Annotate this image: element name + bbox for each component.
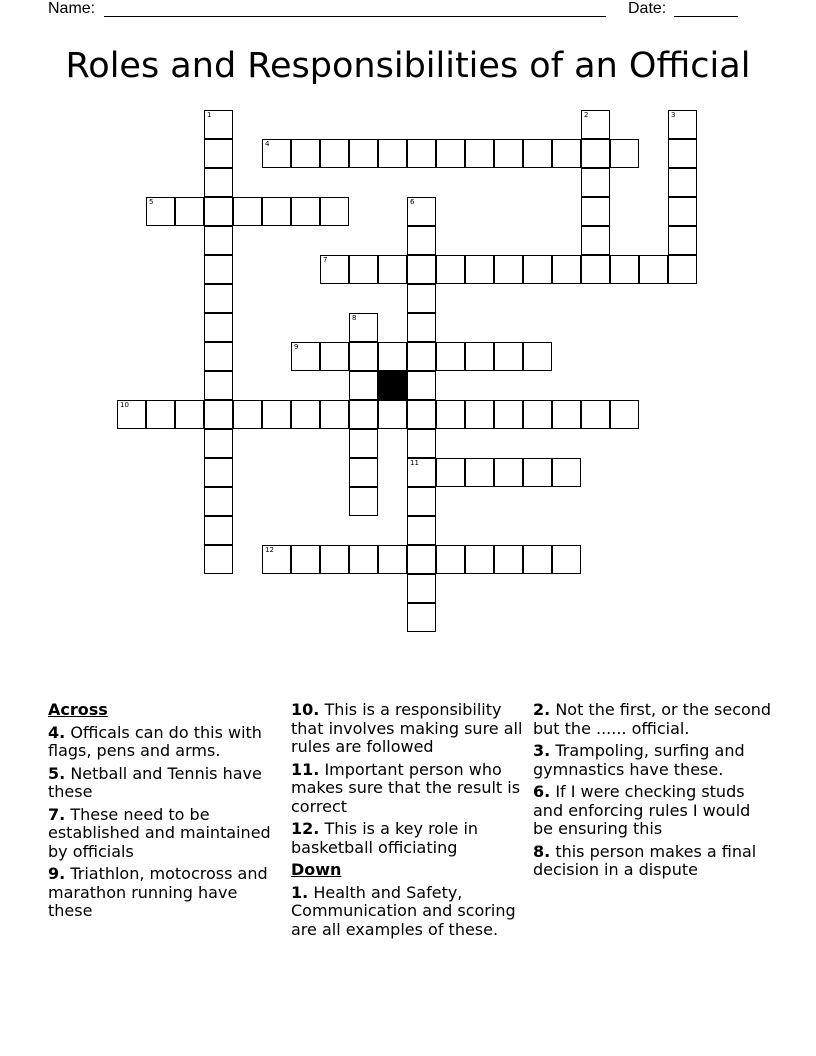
crossword-cell[interactable] <box>204 110 233 139</box>
clue-number: 3. <box>533 741 551 760</box>
clue-number: 7. <box>48 804 66 824</box>
crossword-cell[interactable] <box>668 139 697 168</box>
cell-number: 10 <box>120 401 129 409</box>
date-label: Date: <box>628 0 667 17</box>
crossword-cell[interactable] <box>552 255 581 284</box>
crossword-cell[interactable] <box>407 516 436 545</box>
clue-number: 11. <box>291 759 320 779</box>
clue-text: Health and Safety, Communication and scoring are all examples of these. <box>291 882 516 939</box>
crossword-cell[interactable] <box>494 139 523 168</box>
crossword-cell[interactable] <box>233 197 262 226</box>
crossword-cell[interactable] <box>349 313 378 342</box>
crossword-cell[interactable] <box>407 429 436 458</box>
crossword-cell[interactable] <box>262 545 291 574</box>
crossword-cell[interactable] <box>436 342 465 371</box>
crossword-cell[interactable] <box>407 342 436 371</box>
cell-number: 3 <box>671 111 676 119</box>
cell-number: 12 <box>265 546 274 554</box>
clue-down-2 <box>533 701 773 738</box>
crossword-cell[interactable] <box>349 487 378 516</box>
clue-text: These need to be established and maintained by officials <box>48 804 271 861</box>
crossword-cell[interactable] <box>436 400 465 429</box>
crossword-cell[interactable] <box>407 139 436 168</box>
clue-across-9 <box>48 865 280 921</box>
crossword-cell[interactable] <box>291 342 320 371</box>
crossword-cell[interactable] <box>668 255 697 284</box>
crossword-cell[interactable] <box>407 487 436 516</box>
clue-across-12 <box>291 820 527 857</box>
crossword-cell[interactable] <box>494 545 523 574</box>
crossword-cell[interactable] <box>552 458 581 487</box>
cell-number: 9 <box>294 343 299 351</box>
crossword-cell[interactable] <box>204 458 233 487</box>
crossword-cell[interactable] <box>407 400 436 429</box>
clue-number: 8. <box>533 841 551 861</box>
crossword-cell[interactable] <box>349 255 378 284</box>
clue-text: this person makes a final decision in a dispute <box>533 841 757 879</box>
crossword-cell[interactable] <box>581 255 610 284</box>
crossword-cell[interactable] <box>436 255 465 284</box>
crossword-cell[interactable] <box>349 429 378 458</box>
crossword-cell[interactable] <box>465 342 494 371</box>
crossword-cell[interactable] <box>378 545 407 574</box>
crossword-cell[interactable] <box>320 545 349 574</box>
crossword-cell[interactable] <box>494 458 523 487</box>
crossword-cell[interactable] <box>262 139 291 168</box>
crossword-cell[interactable] <box>407 371 436 400</box>
crossword-cell[interactable] <box>204 400 233 429</box>
clue-across-7 <box>48 806 280 862</box>
crossword-cell[interactable] <box>204 139 233 168</box>
crossword-cell[interactable] <box>320 197 349 226</box>
clue-down-8 <box>533 843 773 880</box>
crossword-cell[interactable] <box>465 458 494 487</box>
crossword-cell[interactable] <box>262 400 291 429</box>
crossword-cell[interactable] <box>436 139 465 168</box>
crossword-cell[interactable] <box>523 545 552 574</box>
crossword-cell[interactable] <box>291 400 320 429</box>
crossword-cell[interactable] <box>291 545 320 574</box>
cell-number: 8 <box>352 314 357 322</box>
clues-column-2 <box>291 701 527 943</box>
crossword-cell[interactable] <box>668 110 697 139</box>
crossword-cell[interactable] <box>349 458 378 487</box>
crossword-cell[interactable] <box>291 139 320 168</box>
crossword-cell[interactable] <box>204 545 233 574</box>
crossword-cell[interactable] <box>378 139 407 168</box>
crossword-cell[interactable] <box>465 139 494 168</box>
clue-number: 1. <box>291 882 309 902</box>
crossword-cell[interactable] <box>146 400 175 429</box>
crossword-cell[interactable] <box>204 516 233 545</box>
clue-across-5 <box>48 765 280 802</box>
crossword-cell[interactable] <box>407 603 436 632</box>
crossword-cell[interactable] <box>262 197 291 226</box>
crossword-cell[interactable] <box>204 168 233 197</box>
clue-text: Trampoling, surfing and gymnastics have these. <box>533 741 745 779</box>
crossword-cell[interactable] <box>117 400 146 429</box>
crossword-cell[interactable] <box>465 255 494 284</box>
crossword-cell[interactable] <box>610 139 639 168</box>
cell-number: 7 <box>323 256 328 264</box>
crossword-cell[interactable] <box>407 313 436 342</box>
cell-number: 5 <box>149 198 154 206</box>
crossword-cell[interactable] <box>233 400 262 429</box>
cell-number: 1 <box>207 111 212 119</box>
crossword-cell[interactable] <box>494 342 523 371</box>
crossword-cell[interactable] <box>204 284 233 313</box>
crossword-cell[interactable] <box>668 226 697 255</box>
crossword-cell[interactable] <box>407 255 436 284</box>
clue-across-4 <box>48 724 280 761</box>
crossword-cell[interactable] <box>146 197 175 226</box>
crossword-cell[interactable] <box>552 139 581 168</box>
crossword-cell[interactable] <box>291 197 320 226</box>
crossword-cell[interactable] <box>494 400 523 429</box>
crossword-cell[interactable] <box>581 226 610 255</box>
crossword-cell[interactable] <box>204 342 233 371</box>
name-label: Name: <box>48 0 96 17</box>
clue-text: Triathlon, motocross and marathon running have these <box>48 864 268 920</box>
crossword-cell[interactable] <box>349 545 378 574</box>
clue-number: 9. <box>48 864 66 883</box>
clue-across-11 <box>291 761 527 817</box>
clue-down-3 <box>533 742 773 779</box>
crossword-cell[interactable] <box>407 545 436 574</box>
crossword-cell[interactable] <box>668 197 697 226</box>
crossword-cell[interactable] <box>436 458 465 487</box>
crossword-cell[interactable] <box>407 284 436 313</box>
clue-text: If I were checking studs and enforcing rules I would be ensuring this <box>533 782 751 838</box>
across-heading: Across <box>48 700 108 719</box>
crossword-cell[interactable] <box>465 545 494 574</box>
crossword-cell[interactable] <box>204 226 233 255</box>
clue-text: This is a key role in basketball officiating <box>291 819 479 857</box>
crossword-cell[interactable] <box>523 139 552 168</box>
crossword-cell[interactable] <box>523 342 552 371</box>
crossword-cell[interactable] <box>523 255 552 284</box>
crossword-cell[interactable] <box>204 371 233 400</box>
clue-text: Important person who makes sure that the result is correct <box>291 759 521 816</box>
crossword-cell[interactable] <box>668 168 697 197</box>
crossword-cell[interactable] <box>204 429 233 458</box>
clue-number: 5. <box>48 763 66 783</box>
crossword-cell[interactable] <box>523 458 552 487</box>
clue-text: Officals can do this with flags, pens and arms. <box>48 722 262 760</box>
crossword-cell[interactable] <box>349 400 378 429</box>
crossword-cell[interactable] <box>378 342 407 371</box>
crossword-cell[interactable] <box>349 139 378 168</box>
crossword-cell[interactable] <box>581 110 610 139</box>
crossword-cell[interactable] <box>436 545 465 574</box>
cell-number: 6 <box>410 198 415 206</box>
crossword-cell[interactable] <box>320 342 349 371</box>
crossword-cell[interactable] <box>407 197 436 226</box>
crossword-cell[interactable] <box>204 313 233 342</box>
crossword-cell[interactable] <box>204 197 233 226</box>
crossword-cell[interactable] <box>175 400 204 429</box>
clue-number: 10. <box>291 700 320 719</box>
crossword-cell[interactable] <box>349 371 378 400</box>
crossword-cell[interactable] <box>320 255 349 284</box>
crossword-cell[interactable] <box>407 458 436 487</box>
clue-down-1 <box>291 884 527 940</box>
crossword-black-cell <box>378 371 407 400</box>
crossword-cell[interactable] <box>378 255 407 284</box>
clue-across-10 <box>291 701 527 757</box>
down-heading: Down <box>291 860 342 879</box>
crossword-cell[interactable] <box>523 400 552 429</box>
clue-number: 12. <box>291 819 320 838</box>
crossword-cell[interactable] <box>639 255 668 284</box>
crossword-cell[interactable] <box>552 545 581 574</box>
cell-number: 4 <box>265 140 270 148</box>
crossword-cell[interactable] <box>494 255 523 284</box>
crossword-cell[interactable] <box>378 400 407 429</box>
clue-down-6 <box>533 783 773 839</box>
clue-text: Netball and Tennis have these <box>48 763 262 801</box>
crossword-cell[interactable] <box>581 168 610 197</box>
clue-number: 6. <box>533 782 551 801</box>
clue-text: This is a responsibility that involves making sure all rules are followed <box>291 700 523 756</box>
crossword-cell[interactable] <box>465 400 494 429</box>
crossword-cell[interactable] <box>320 139 349 168</box>
crossword-cell[interactable] <box>407 226 436 255</box>
crossword-cell[interactable] <box>407 574 436 603</box>
crossword-cell[interactable] <box>581 139 610 168</box>
clue-number: 2. <box>533 700 551 719</box>
crossword-cell[interactable] <box>610 255 639 284</box>
crossword-cell[interactable] <box>204 487 233 516</box>
cell-number: 11 <box>410 459 419 467</box>
crossword-cell[interactable] <box>581 400 610 429</box>
crossword-cell[interactable] <box>349 342 378 371</box>
crossword-cell[interactable] <box>610 400 639 429</box>
crossword-cell[interactable] <box>320 400 349 429</box>
cell-number: 2 <box>584 111 589 119</box>
crossword-cell[interactable] <box>204 255 233 284</box>
crossword-cell[interactable] <box>175 197 204 226</box>
page-title: Roles and Responsibilities of an Official <box>65 46 751 86</box>
crossword-cell[interactable] <box>581 197 610 226</box>
crossword-cell[interactable] <box>552 400 581 429</box>
clue-number: 4. <box>48 722 66 742</box>
clues-column-3 <box>533 701 773 884</box>
clue-text: Not the first, or the second but the ...... official. <box>533 700 772 738</box>
clues-column-1 <box>48 701 280 925</box>
